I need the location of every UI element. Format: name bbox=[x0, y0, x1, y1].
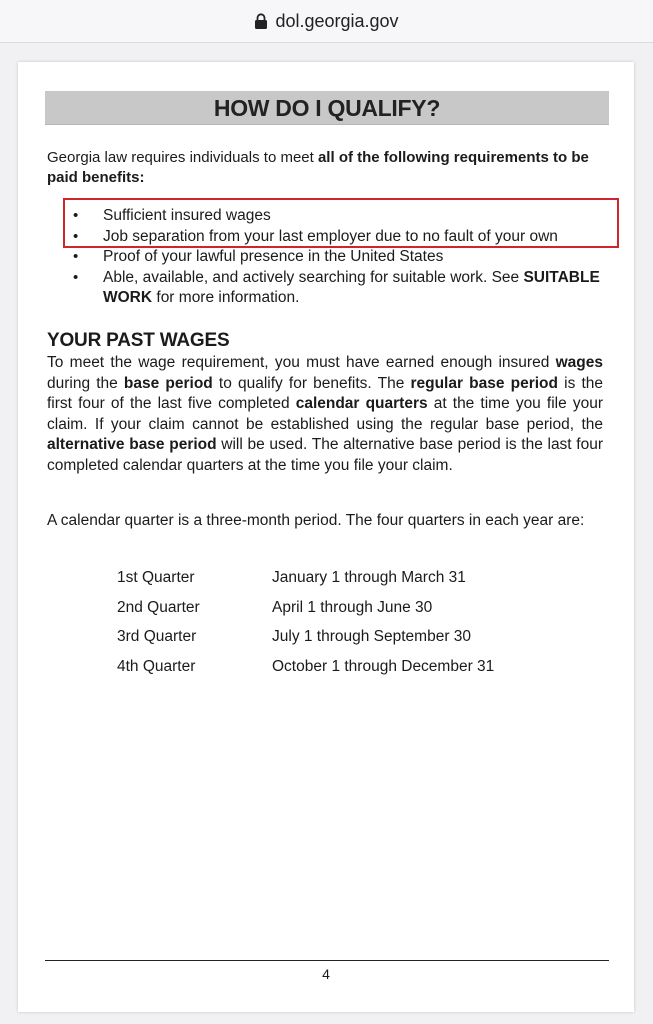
bullet: • bbox=[73, 268, 79, 286]
page-number: 4 bbox=[322, 966, 330, 982]
highlight-box bbox=[63, 198, 619, 248]
page-title: HOW DO I QUALIFY? bbox=[45, 91, 609, 125]
table-row bbox=[117, 568, 494, 598]
quarter-name: 3rd Quarter bbox=[117, 628, 197, 645]
intro-bold: all of the following requirements to be paid benefits: bbox=[47, 149, 589, 186]
requirement-text: Proof of your lawful presence in the United States bbox=[103, 248, 444, 265]
quarter-range: July 1 through September 30 bbox=[272, 628, 472, 645]
wages-term: wages bbox=[555, 354, 603, 371]
requirement-text: Job separation from your last employer due to no fault of your own bbox=[103, 227, 558, 245]
lock-icon bbox=[254, 13, 268, 29]
footer-divider bbox=[45, 960, 609, 961]
wages-text: to qualify for benefits. The bbox=[212, 374, 411, 392]
section-title: YOUR PAST WAGES bbox=[47, 330, 230, 351]
bullet: • bbox=[73, 248, 79, 265]
address-bar[interactable] bbox=[0, 0, 653, 43]
requirement-text: Sufficient insured wages bbox=[103, 207, 271, 224]
url-text[interactable]: dol.georgia.gov bbox=[275, 10, 399, 31]
list-item bbox=[73, 247, 613, 268]
wages-text: during the bbox=[47, 374, 124, 392]
wages-term: base period bbox=[123, 374, 213, 392]
wages-text: To meet the wage requirement, you must have earned enough insured bbox=[47, 354, 556, 371]
wages-text: at the time you file your claim. If your claim cannot be established using the regular base period, the bbox=[47, 395, 603, 433]
intro-text: Georgia law requires individuals to meet bbox=[47, 149, 318, 166]
list-item bbox=[73, 268, 613, 309]
wages-term: regular base period bbox=[410, 374, 558, 392]
quarters-table bbox=[117, 568, 494, 686]
requirement-text-after: for more information. bbox=[152, 289, 300, 306]
requirement-text: Able, available, and actively searching for suitable work. See bbox=[103, 268, 524, 286]
wages-text: will be used. The alternative base period is the last four completed calendar quarters at the time you file your claim. bbox=[47, 436, 604, 474]
document-page bbox=[18, 62, 634, 1012]
table-row bbox=[117, 627, 494, 657]
table-row bbox=[117, 598, 494, 628]
quarter-range: April 1 through June 30 bbox=[272, 598, 433, 616]
bullet: • bbox=[73, 207, 79, 224]
quarter-name: 4th Quarter bbox=[117, 657, 196, 675]
intro-paragraph bbox=[47, 148, 607, 188]
wages-term: alternative base period bbox=[47, 436, 217, 453]
quarter-name: 2nd Quarter bbox=[117, 598, 200, 616]
table-row bbox=[117, 657, 494, 687]
quarter-range: January 1 through March 31 bbox=[272, 569, 466, 586]
bullet: • bbox=[73, 227, 79, 245]
suitable-work-ref: SUITABLE WORK bbox=[103, 268, 600, 306]
quarter-name: 1st Quarter bbox=[117, 569, 195, 586]
wages-text: is the first four of the last five completed bbox=[47, 374, 604, 412]
wages-paragraph bbox=[47, 353, 603, 476]
quarter-range: October 1 through December 31 bbox=[272, 657, 495, 675]
wages-term: calendar quarters bbox=[295, 395, 428, 412]
quarter-paragraph: A calendar quarter is a three-month period. The four quarters in each year are: bbox=[47, 512, 585, 529]
